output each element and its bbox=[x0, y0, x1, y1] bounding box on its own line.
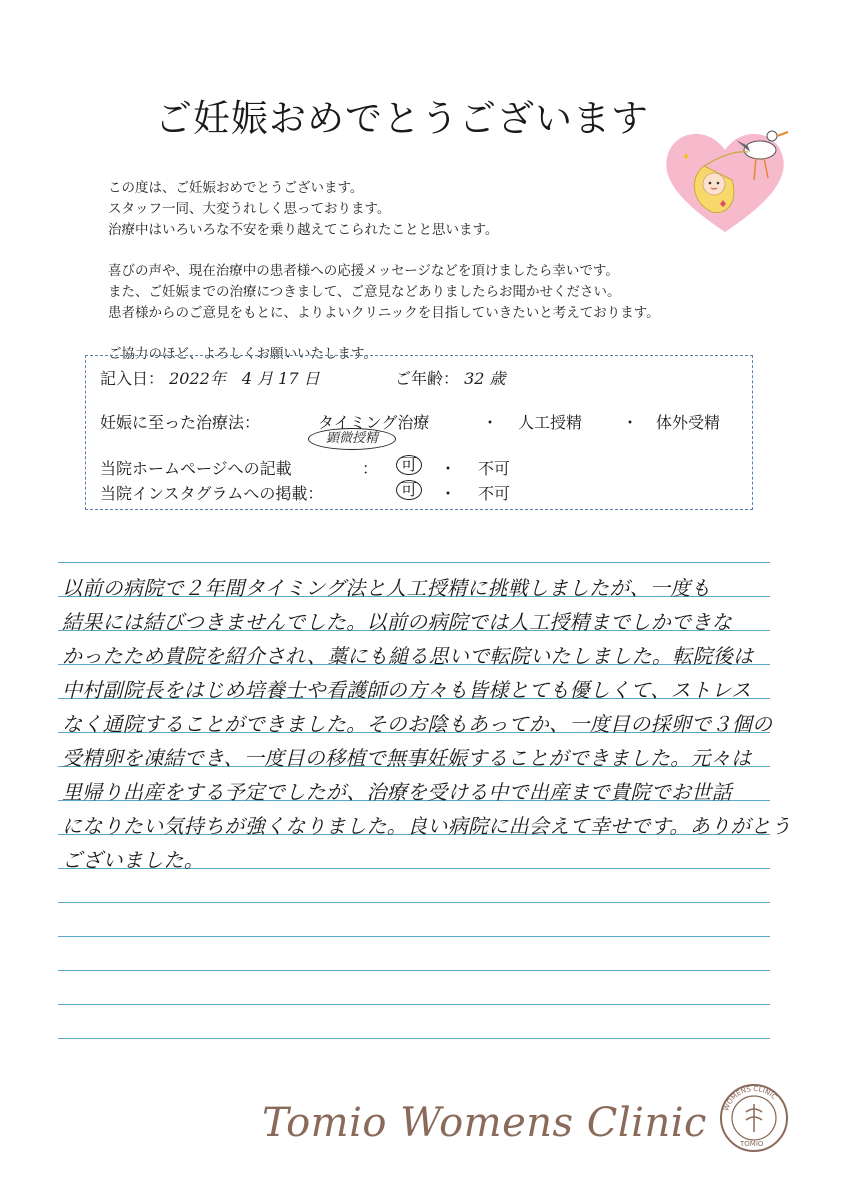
message-line: になりたい気持ちが強くなりました。良い病院に出会えて幸せです。ありがとう bbox=[62, 814, 792, 838]
intro-line: 喜びの声や、現在治療中の患者様への応援メッセージなどを頂けましたら幸いです。 bbox=[108, 263, 619, 279]
instagram-yes-circled bbox=[396, 480, 422, 500]
message-line: 里帰り出産をする予定でしたが、治療を受ける中で出産まで貴院でお世話 bbox=[62, 780, 732, 804]
rule-line bbox=[58, 1004, 770, 1005]
age-row bbox=[395, 366, 506, 389]
treatment-row bbox=[100, 410, 260, 433]
homepage-no: 不可 bbox=[478, 459, 511, 478]
instagram-dot: ・ bbox=[440, 484, 457, 503]
message-line: 受精卵を凍結でき、一度目の移植で無事妊娠することができました。元々は bbox=[62, 746, 752, 770]
instagram-label: 当院インスタグラムへの掲載： bbox=[100, 484, 324, 503]
message-line: 以前の病院で２年間タイミング法と人工授精に挑戦しましたが、一度も bbox=[62, 576, 711, 600]
rule-line bbox=[58, 1038, 770, 1039]
rule-line bbox=[58, 936, 770, 937]
message-line: 結果には結びつきませんでした。以前の病院では人工授精までしかできな bbox=[62, 610, 732, 634]
intro-line: 患者様からのご意見をもとに、よりよいクリニックを目指していきたいと考えております。 bbox=[108, 305, 660, 321]
homepage-dot: ・ bbox=[440, 459, 457, 478]
homepage-colon: ： bbox=[362, 459, 379, 478]
date-value: 2022年 4 月 17 日 bbox=[169, 369, 320, 388]
age-value: 32 歳 bbox=[464, 369, 506, 388]
homepage-yes-circled bbox=[396, 455, 422, 475]
rule-line bbox=[58, 902, 770, 903]
homepage-label: 当院ホームページへの記載 bbox=[100, 459, 292, 478]
treatment-separator: ・ bbox=[622, 413, 639, 432]
clinic-seal-icon bbox=[718, 1082, 790, 1154]
page-title: ご妊娠おめでとうございます bbox=[155, 97, 649, 140]
message-line: なく通院することができました。そのお陰もあってか、一度目の採卵で３個の bbox=[62, 712, 773, 736]
treatment-option-iui: 人工授精 bbox=[518, 413, 583, 432]
message-line: かったため貴院を紹介され、藁にも縋る思いで転院いたしました。転院後は bbox=[62, 644, 754, 668]
homepage-row bbox=[100, 456, 292, 479]
intro-text bbox=[108, 178, 768, 365]
treatment-separator: ・ bbox=[482, 413, 499, 432]
homepage-yes: 可 bbox=[396, 455, 422, 475]
date-label: 記入日： bbox=[100, 369, 165, 388]
intro-line: スタッフ一同、大変うれしく思っております。 bbox=[108, 201, 391, 217]
message-line: 中村副院長をはじめ培養士や看護師の方々も皆様とても優しくて、ストレス bbox=[62, 678, 752, 702]
intro-line: この度は、ご妊娠おめでとうございます。 bbox=[108, 180, 364, 196]
clinic-brand: Tomio Womens Clinic bbox=[262, 1100, 707, 1146]
age-label: ご年齢： bbox=[395, 369, 460, 388]
date-row bbox=[100, 366, 320, 389]
instagram-yes: 可 bbox=[396, 480, 422, 500]
svg-text:WOMENS CLINIC: WOMENS CLINIC bbox=[722, 1084, 779, 1112]
treatment-label: 妊娠に至った治療法： bbox=[100, 413, 261, 432]
treatment-option-timing: タイミング治療 bbox=[318, 413, 430, 432]
treatment-option-ivf: 体外受精 bbox=[656, 413, 721, 432]
message-line: ございました。 bbox=[62, 848, 205, 872]
intro-line: ご協力のほど、よろしくお願いいたします。 bbox=[108, 346, 377, 362]
intro-line: 治療中はいろいろな不安を乗り越えてこられたことと思います。 bbox=[108, 222, 499, 238]
rule-line bbox=[58, 970, 770, 971]
instagram-row bbox=[100, 481, 323, 504]
svg-text:✦: ✦ bbox=[682, 152, 691, 163]
rule-line bbox=[58, 562, 770, 563]
svg-text:TOMIO: TOMIO bbox=[740, 1140, 764, 1148]
treatment-circled-icsi: 顕微授精 bbox=[308, 428, 396, 450]
instagram-no: 不可 bbox=[478, 484, 511, 503]
intro-line: また、ご妊娠までの治療につきまして、ご意見などありましたらお聞かせください。 bbox=[108, 284, 621, 300]
